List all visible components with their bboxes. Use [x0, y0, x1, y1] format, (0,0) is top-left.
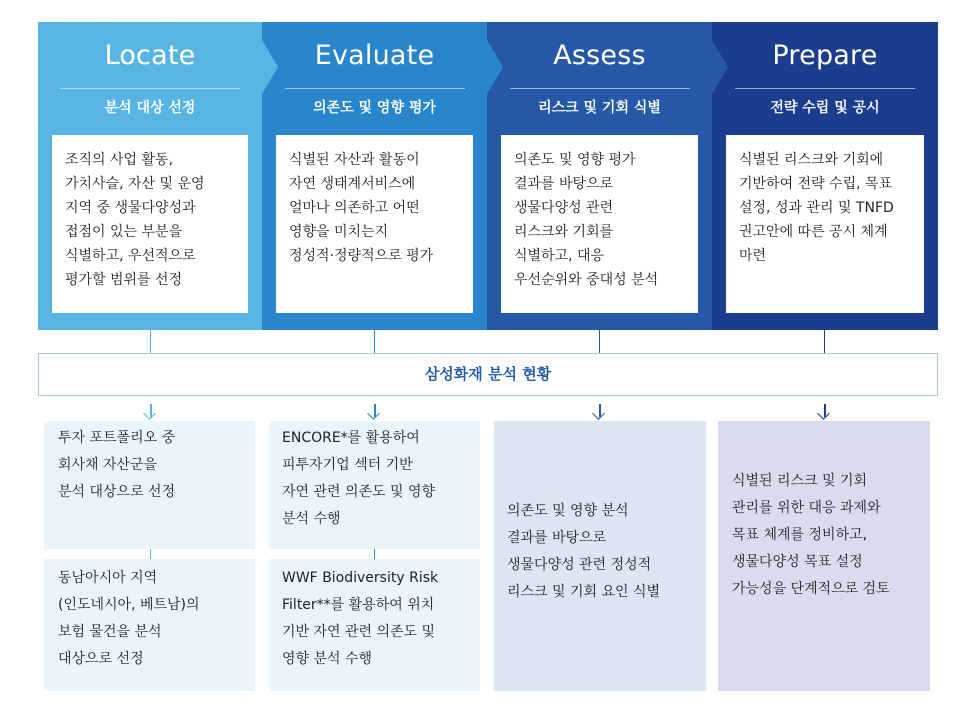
phase-subtitle-locate: 분석 대상 선정	[104, 100, 196, 116]
status-box-locate-1: 투자 포트폴리오 중 회사채 자산군을 분석 대상으로 선정	[44, 421, 255, 549]
status-box-evaluate-2: WWF Biodiversity Risk Filter**를 활용하여 위치 기반 자연 관련 의존도 및 영향 분석 수행	[269, 559, 480, 691]
arrow-down-icon	[368, 404, 382, 418]
status-heading: 삼성화재 분석 현황	[38, 353, 938, 396]
phase-subtitle-assess: 리스크 및 기회 식별	[538, 100, 661, 116]
status-box-prepare: 식별된 리스크 및 기회 관리를 위한 대응 과제와 목표 체계를 정비하고, 생물다양성 목표 설정 가능성을 단계적으로 검토	[718, 421, 930, 691]
connector-line	[150, 330, 151, 353]
phase-description-assess: 의존도 및 영향 평가 결과를 바탕으로 생물다양성 관련 리스크와 기회를 식별하고, 대응 우선순위와 중대성 분석	[501, 135, 698, 313]
arrow-down-icon	[144, 404, 158, 418]
connector-line	[150, 549, 151, 559]
connector-line	[374, 330, 375, 353]
arrow-down-icon	[818, 404, 832, 418]
connector-line	[824, 330, 825, 353]
divider	[285, 88, 465, 89]
phase-description-prepare: 식별된 리스크와 기회에 기반하여 전략 수립, 목표 설정, 성과 관리 및 TNFD 권고안에 따른 공시 체계 마련	[726, 135, 924, 313]
phase-title-evaluate: Evaluate	[314, 40, 435, 71]
arrow-down-icon	[593, 404, 607, 418]
status-box-locate-2: 동남아시아 지역 (인도네시아, 베트남)의 보험 물건을 분석 대상으로 선정	[44, 559, 255, 691]
status-box-evaluate-1: ENCORE*를 활용하여 피투자기업 섹터 기반 자연 관련 의존도 및 영향 분석 수행	[269, 421, 480, 549]
connector-line	[374, 549, 375, 559]
phase-description-evaluate: 식별된 자산과 활동이 자연 생태계서비스에 얼마나 의존하고 어떤 영향을 미치는지 정성적·정량적으로 평가	[276, 135, 473, 313]
divider	[510, 88, 690, 89]
divider	[735, 88, 915, 89]
phase-description-locate: 조직의 사업 활동, 가치사슬, 자산 및 운영 지역 중 생물다양성과 접점이 있는 부분을 식별하고, 우선적으로 평가할 범위를 선정	[52, 135, 248, 313]
connector-line	[599, 330, 600, 353]
phase-title-locate: Locate	[104, 40, 196, 71]
status-box-assess: 의존도 및 영향 분석 결과를 바탕으로 생물다양성 관련 정성적 리스크 및 기회 요인 식별	[494, 421, 706, 691]
phase-subtitle-prepare: 전략 수립 및 공시	[770, 100, 880, 116]
phase-subtitle-evaluate: 의존도 및 영향 평가	[313, 100, 436, 116]
phase-title-prepare: Prepare	[772, 40, 878, 71]
divider	[60, 88, 240, 89]
phase-title-assess: Assess	[553, 40, 646, 71]
